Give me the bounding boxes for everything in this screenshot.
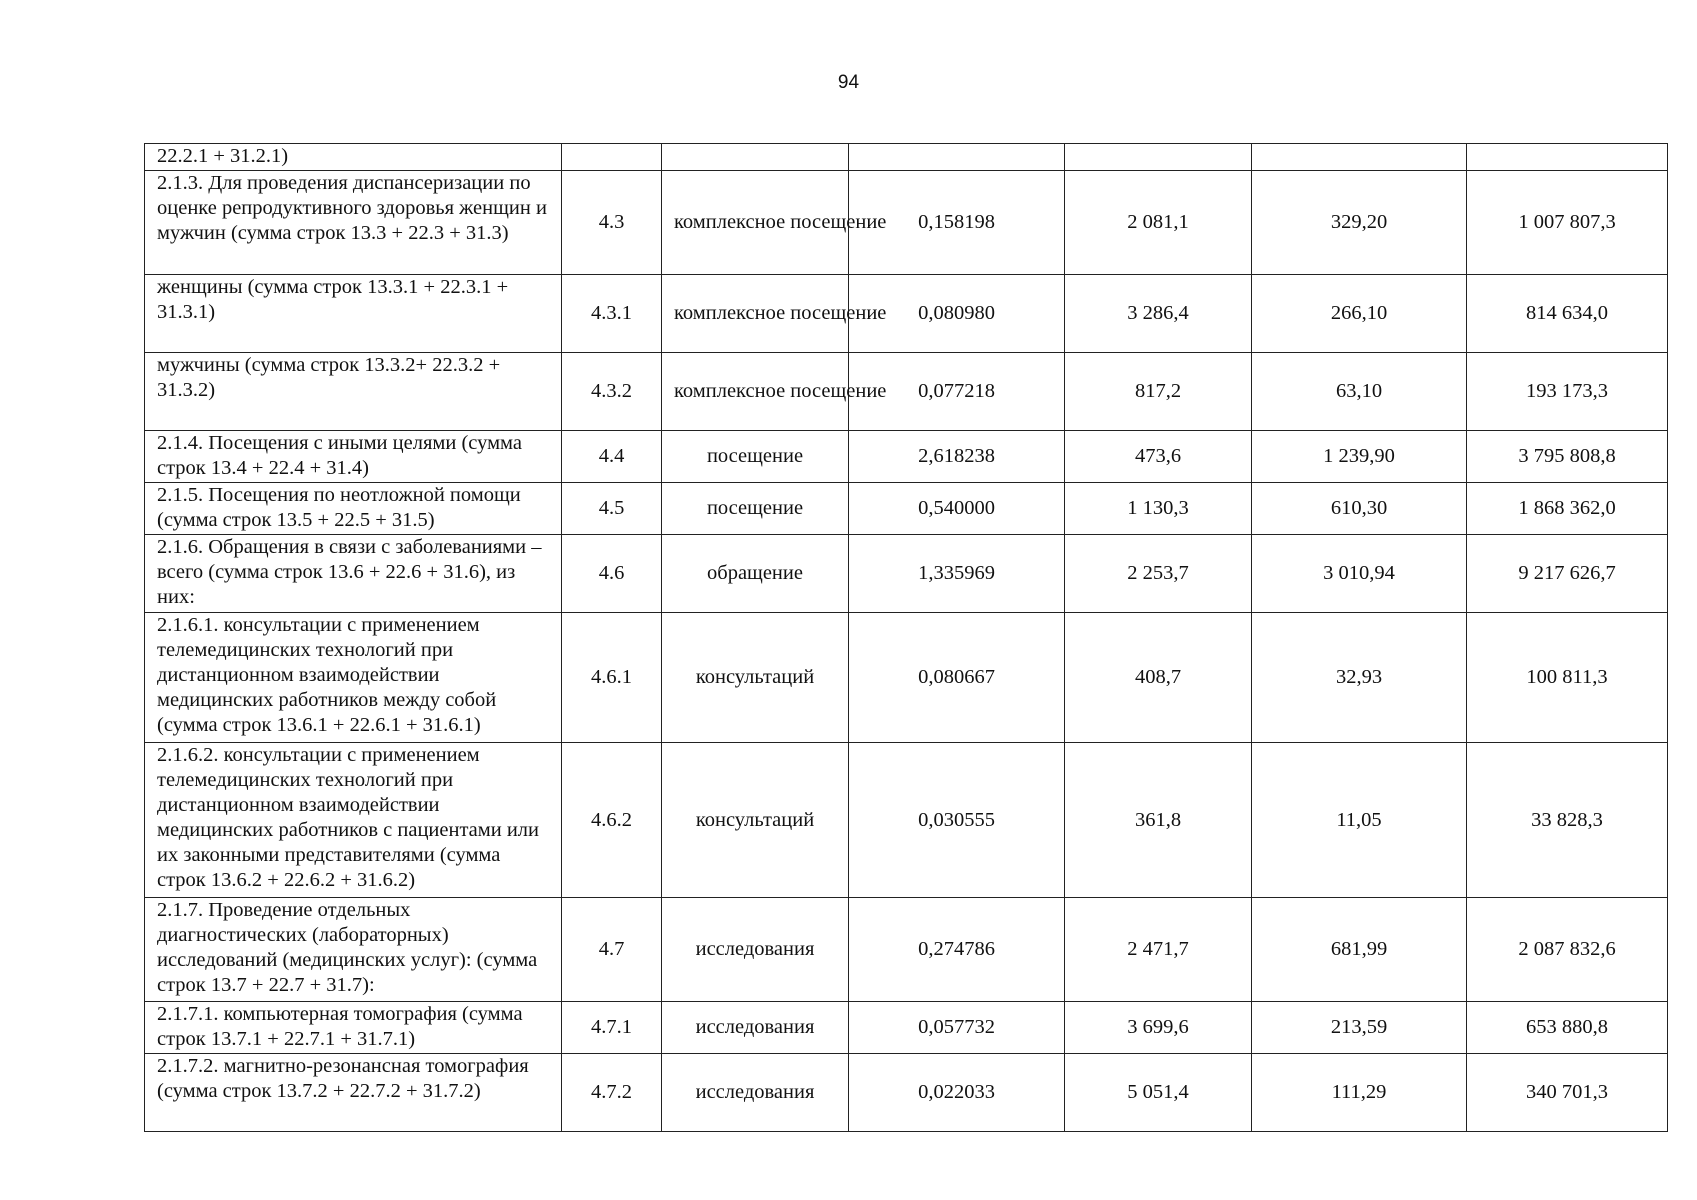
row-unit-cell: исследования xyxy=(662,1002,849,1054)
table-row xyxy=(145,535,1668,613)
row-name-cell: 2.1.7.1. компьютерная томография (сумма строк 13.7.1 + 22.7.1 + 31.7.1) xyxy=(145,1002,562,1054)
row-per-capita-cell: 3 010,94 xyxy=(1252,535,1467,613)
row-total-cell: 653 880,8 xyxy=(1467,1002,1668,1054)
row-code-cell: 4.3.1 xyxy=(562,275,662,353)
table-row xyxy=(145,1054,1668,1132)
row-total-cell xyxy=(1467,144,1668,171)
row-unit-cell: исследования xyxy=(662,898,849,1002)
table-row xyxy=(145,171,1668,275)
row-total-cell: 1 868 362,0 xyxy=(1467,483,1668,535)
row-per-capita-cell: 329,20 xyxy=(1252,171,1467,275)
row-norm-cell: 0,057732 xyxy=(849,1002,1065,1054)
row-unit-cell: исследования xyxy=(662,1054,849,1132)
row-total-cell: 9 217 626,7 xyxy=(1467,535,1668,613)
row-unit-cell: консультаций xyxy=(662,743,849,898)
row-unit-cell: комплексное посещение xyxy=(662,353,849,431)
row-per-capita-cell: 111,29 xyxy=(1252,1054,1467,1132)
row-unit-cell: комплексное посещение xyxy=(662,171,849,275)
row-cost-cell: 408,7 xyxy=(1065,613,1252,743)
row-cost-cell: 5 051,4 xyxy=(1065,1054,1252,1132)
row-cost-cell: 361,8 xyxy=(1065,743,1252,898)
row-name-cell: 2.1.6.2. консультации с применением телемедицинских технологий при дистанционном взаимодействии медицинских работников с пациентами или их законными представителями (сумма строк 13.6.2 + 22.6.2 + 31.6.2) xyxy=(145,743,562,898)
page-number: 94 xyxy=(837,72,860,93)
data-table xyxy=(144,143,1668,1132)
row-per-capita-cell xyxy=(1252,144,1467,171)
row-name-cell: 2.1.6. Обращения в связи с заболеваниями – всего (сумма строк 13.6 + 22.6 + 31.6), из них: xyxy=(145,535,562,613)
row-code-cell: 4.6 xyxy=(562,535,662,613)
row-code-cell: 4.6.2 xyxy=(562,743,662,898)
row-total-cell: 1 007 807,3 xyxy=(1467,171,1668,275)
row-unit-cell: посещение xyxy=(662,431,849,483)
table-body xyxy=(145,144,1668,1132)
row-name-cell: 2.1.3. Для проведения диспансеризации по оценке репродуктивного здоровья женщин и мужчин (сумма строк 13.3 + 22.3 + 31.3) xyxy=(145,171,562,275)
row-cost-cell: 1 130,3 xyxy=(1065,483,1252,535)
row-name-cell: 22.2.1 + 31.2.1) xyxy=(145,144,562,171)
row-per-capita-cell: 32,93 xyxy=(1252,613,1467,743)
row-per-capita-cell: 63,10 xyxy=(1252,353,1467,431)
row-norm-cell: 0,158198 xyxy=(849,171,1065,275)
row-norm-cell: 0,274786 xyxy=(849,898,1065,1002)
row-code-cell: 4.7.2 xyxy=(562,1054,662,1132)
table-row xyxy=(145,613,1668,743)
row-cost-cell: 817,2 xyxy=(1065,353,1252,431)
row-name-cell: 2.1.7. Проведение отдельных диагностических (лабораторных) исследований (медицинских услуг): (сумма строк 13.7 + 22.7 + 31.7): xyxy=(145,898,562,1002)
row-per-capita-cell: 610,30 xyxy=(1252,483,1467,535)
row-norm-cell: 0,080667 xyxy=(849,613,1065,743)
table-row xyxy=(145,144,1668,171)
row-name-cell: 2.1.6.1. консультации с применением телемедицинских технологий при дистанционном взаимодействии медицинских работников между собой (сумма строк 13.6.1 + 22.6.1 + 31.6.1) xyxy=(145,613,562,743)
row-name-cell: мужчины (сумма строк 13.3.2+ 22.3.2 + 31.3.2) xyxy=(145,353,562,431)
row-total-cell: 814 634,0 xyxy=(1467,275,1668,353)
table-row xyxy=(145,1002,1668,1054)
row-cost-cell: 2 081,1 xyxy=(1065,171,1252,275)
row-norm-cell: 2,618238 xyxy=(849,431,1065,483)
row-unit-cell: обращение xyxy=(662,535,849,613)
row-total-cell: 3 795 808,8 xyxy=(1467,431,1668,483)
row-norm-cell: 0,022033 xyxy=(849,1054,1065,1132)
row-unit-cell xyxy=(662,144,849,171)
row-norm-cell: 1,335969 xyxy=(849,535,1065,613)
row-total-cell: 193 173,3 xyxy=(1467,353,1668,431)
row-code-cell: 4.7 xyxy=(562,898,662,1002)
row-cost-cell: 3 286,4 xyxy=(1065,275,1252,353)
table-row xyxy=(145,483,1668,535)
row-cost-cell: 2 253,7 xyxy=(1065,535,1252,613)
row-total-cell: 340 701,3 xyxy=(1467,1054,1668,1132)
table-row xyxy=(145,743,1668,898)
row-unit-cell: посещение xyxy=(662,483,849,535)
row-per-capita-cell: 266,10 xyxy=(1252,275,1467,353)
row-code-cell: 4.7.1 xyxy=(562,1002,662,1054)
row-code-cell: 4.3.2 xyxy=(562,353,662,431)
row-cost-cell: 473,6 xyxy=(1065,431,1252,483)
table-row xyxy=(145,898,1668,1002)
row-per-capita-cell: 681,99 xyxy=(1252,898,1467,1002)
row-total-cell: 100 811,3 xyxy=(1467,613,1668,743)
row-code-cell: 4.5 xyxy=(562,483,662,535)
row-norm-cell: 0,077218 xyxy=(849,353,1065,431)
row-total-cell: 2 087 832,6 xyxy=(1467,898,1668,1002)
row-code-cell: 4.3 xyxy=(562,171,662,275)
row-total-cell: 33 828,3 xyxy=(1467,743,1668,898)
table-row xyxy=(145,275,1668,353)
row-norm-cell xyxy=(849,144,1065,171)
row-unit-cell: комплексное посещение xyxy=(662,275,849,353)
row-name-cell: 2.1.7.2. магнитно-резонансная томография (сумма строк 13.7.2 + 22.7.2 + 31.7.2) xyxy=(145,1054,562,1132)
row-norm-cell: 0,030555 xyxy=(849,743,1065,898)
row-cost-cell: 3 699,6 xyxy=(1065,1002,1252,1054)
row-name-cell: женщины (сумма строк 13.3.1 + 22.3.1 + 31.3.1) xyxy=(145,275,562,353)
row-cost-cell: 2 471,7 xyxy=(1065,898,1252,1002)
table-row xyxy=(145,353,1668,431)
row-per-capita-cell: 11,05 xyxy=(1252,743,1467,898)
row-per-capita-cell: 213,59 xyxy=(1252,1002,1467,1054)
row-name-cell: 2.1.4. Посещения с иными целями (сумма строк 13.4 + 22.4 + 31.4) xyxy=(145,431,562,483)
row-per-capita-cell: 1 239,90 xyxy=(1252,431,1467,483)
row-norm-cell: 0,540000 xyxy=(849,483,1065,535)
row-cost-cell xyxy=(1065,144,1252,171)
row-code-cell: 4.6.1 xyxy=(562,613,662,743)
table-row xyxy=(145,431,1668,483)
row-code-cell: 4.4 xyxy=(562,431,662,483)
row-unit-cell: консультаций xyxy=(662,613,849,743)
row-norm-cell: 0,080980 xyxy=(849,275,1065,353)
row-name-cell: 2.1.5. Посещения по неотложной помощи (сумма строк 13.5 + 22.5 + 31.5) xyxy=(145,483,562,535)
row-code-cell xyxy=(562,144,662,171)
